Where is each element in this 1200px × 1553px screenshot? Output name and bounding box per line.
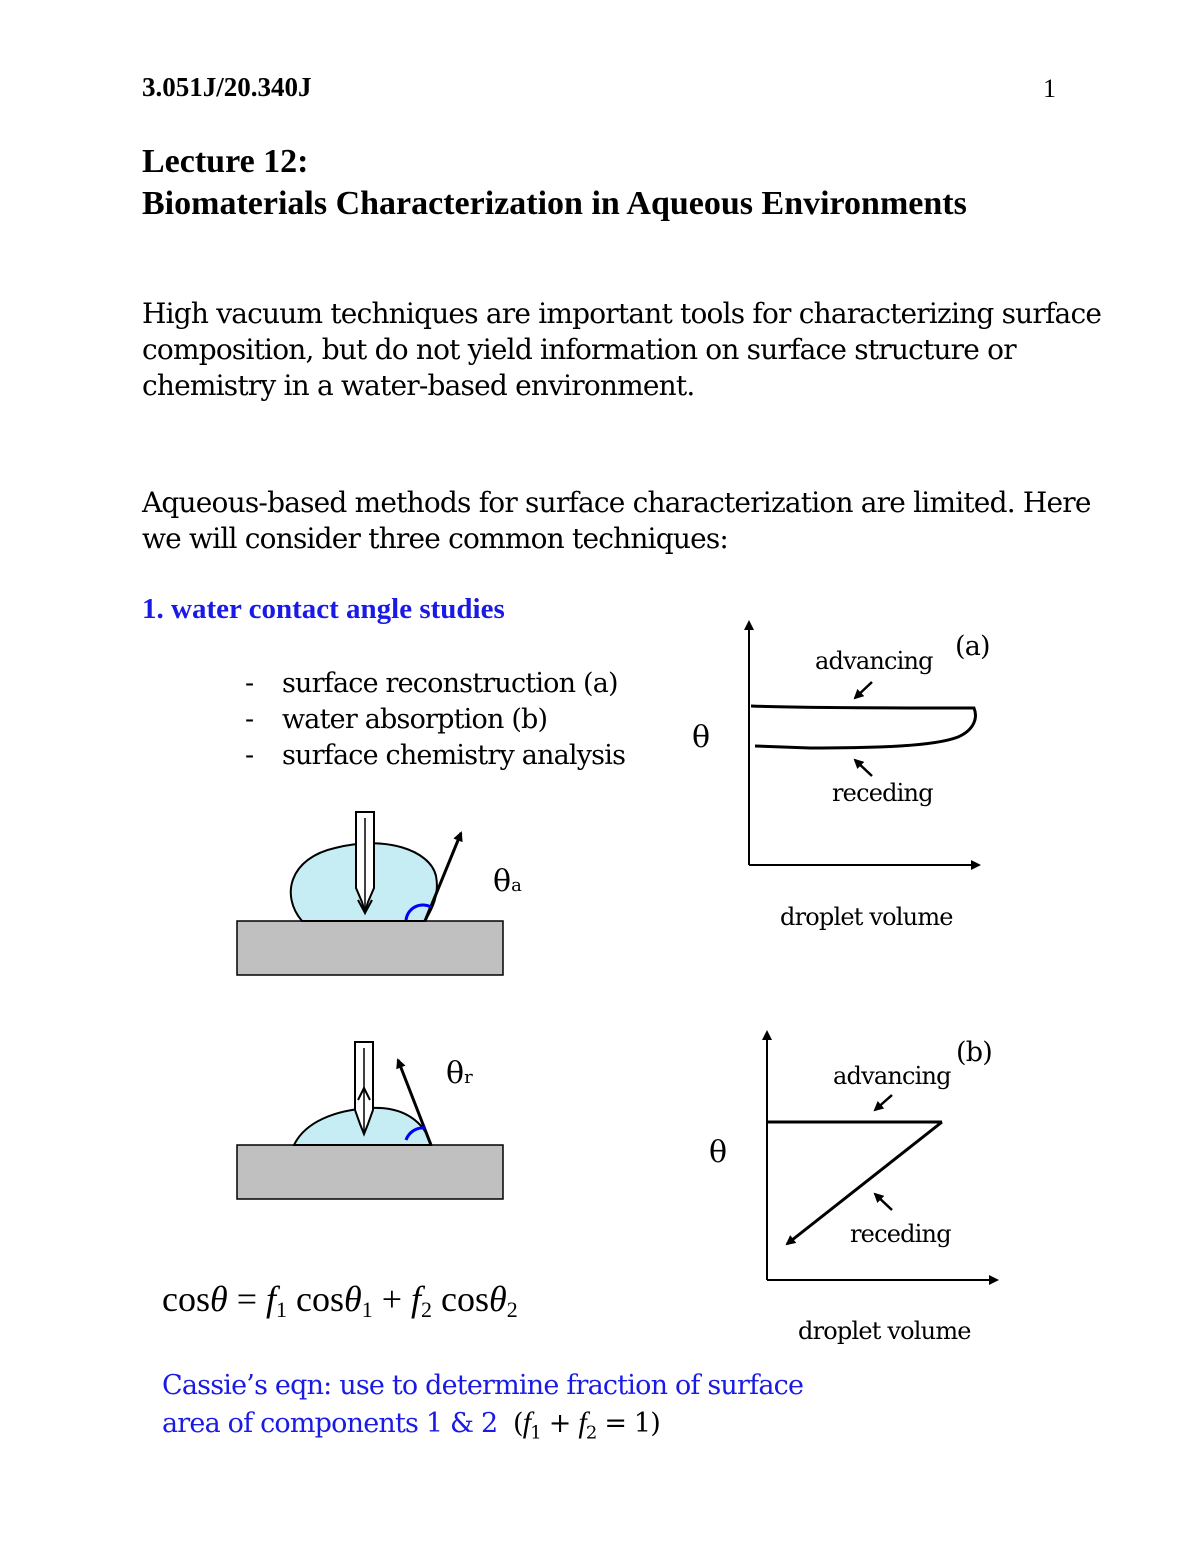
plot-a-advancing-label: advancing: [815, 647, 933, 675]
methods-line-1: Aqueous-based methods for surface characterization are limited. Here: [142, 486, 1091, 519]
section-heading: 1. water contact angle studies: [142, 593, 505, 625]
plot-a-tag: (a): [955, 631, 990, 662]
advancing-pointer: [855, 682, 872, 698]
plot-b-xlabel: droplet volume: [798, 1317, 971, 1345]
methods-line-2: we will consider three common techniques:: [142, 522, 729, 555]
substrate: [237, 1145, 503, 1199]
receding-angle-label: θr: [446, 1056, 473, 1091]
bullet-text: surface chemistry analysis: [282, 740, 626, 771]
advancing-angle-label: θa: [493, 864, 522, 899]
bullet-text: surface reconstruction (a): [282, 668, 618, 699]
bullet-dash: -: [245, 740, 254, 771]
advancing-pointer: [875, 1095, 892, 1110]
page-number: 1: [1043, 74, 1056, 103]
advancing-curve: [751, 706, 975, 748]
receding-pointer: [875, 1194, 892, 1210]
syringe-needle: [355, 1042, 373, 1134]
fraction-sum-note: $(f_1 + f_2 = 1)$: [513, 1406, 661, 1444]
cassie-equation: $\cos\theta = f_1$ $\cos\theta_1 + f_2$ cosθ$_2$: [162, 1279, 518, 1322]
plot-b-ylabel: θ: [709, 1135, 728, 1170]
bullet-text: water absorption (b): [282, 704, 548, 735]
cassie-explanation-line-2: area of components 1 & 2 $(f_1 + f_2 = 1)$: [162, 1406, 661, 1444]
intro-line-2: composition, but do not yield information on surface structure or: [142, 333, 1016, 366]
plot-b-advancing-label: advancing: [833, 1062, 951, 1090]
plot-b-receding-label: receding: [850, 1220, 951, 1248]
substrate: [237, 921, 503, 975]
lecture-title: Biomaterials Characterization in Aqueous Environments: [142, 185, 967, 222]
course-number: 3.051J/20.340J: [142, 72, 312, 102]
bullet-dash: -: [245, 668, 254, 699]
intro-line-1: High vacuum techniques are important tools for characterizing surface: [142, 297, 1102, 330]
advancing-drop-figure: [237, 812, 503, 975]
cassie-explanation-line-1: Cassie’s eqn: use to determine fraction of surface: [162, 1370, 804, 1401]
intro-line-3: chemistry in a water-based environment.: [142, 369, 695, 402]
lecture-number: Lecture 12:: [142, 143, 309, 180]
plot-a-ylabel: θ: [692, 720, 711, 755]
receding-pointer: [855, 760, 872, 776]
bullet-dash: -: [245, 704, 254, 735]
plot-a-xlabel: droplet volume: [780, 903, 953, 931]
plot-a-receding-label: receding: [832, 779, 933, 807]
plot-b-tag: (b): [956, 1037, 992, 1068]
